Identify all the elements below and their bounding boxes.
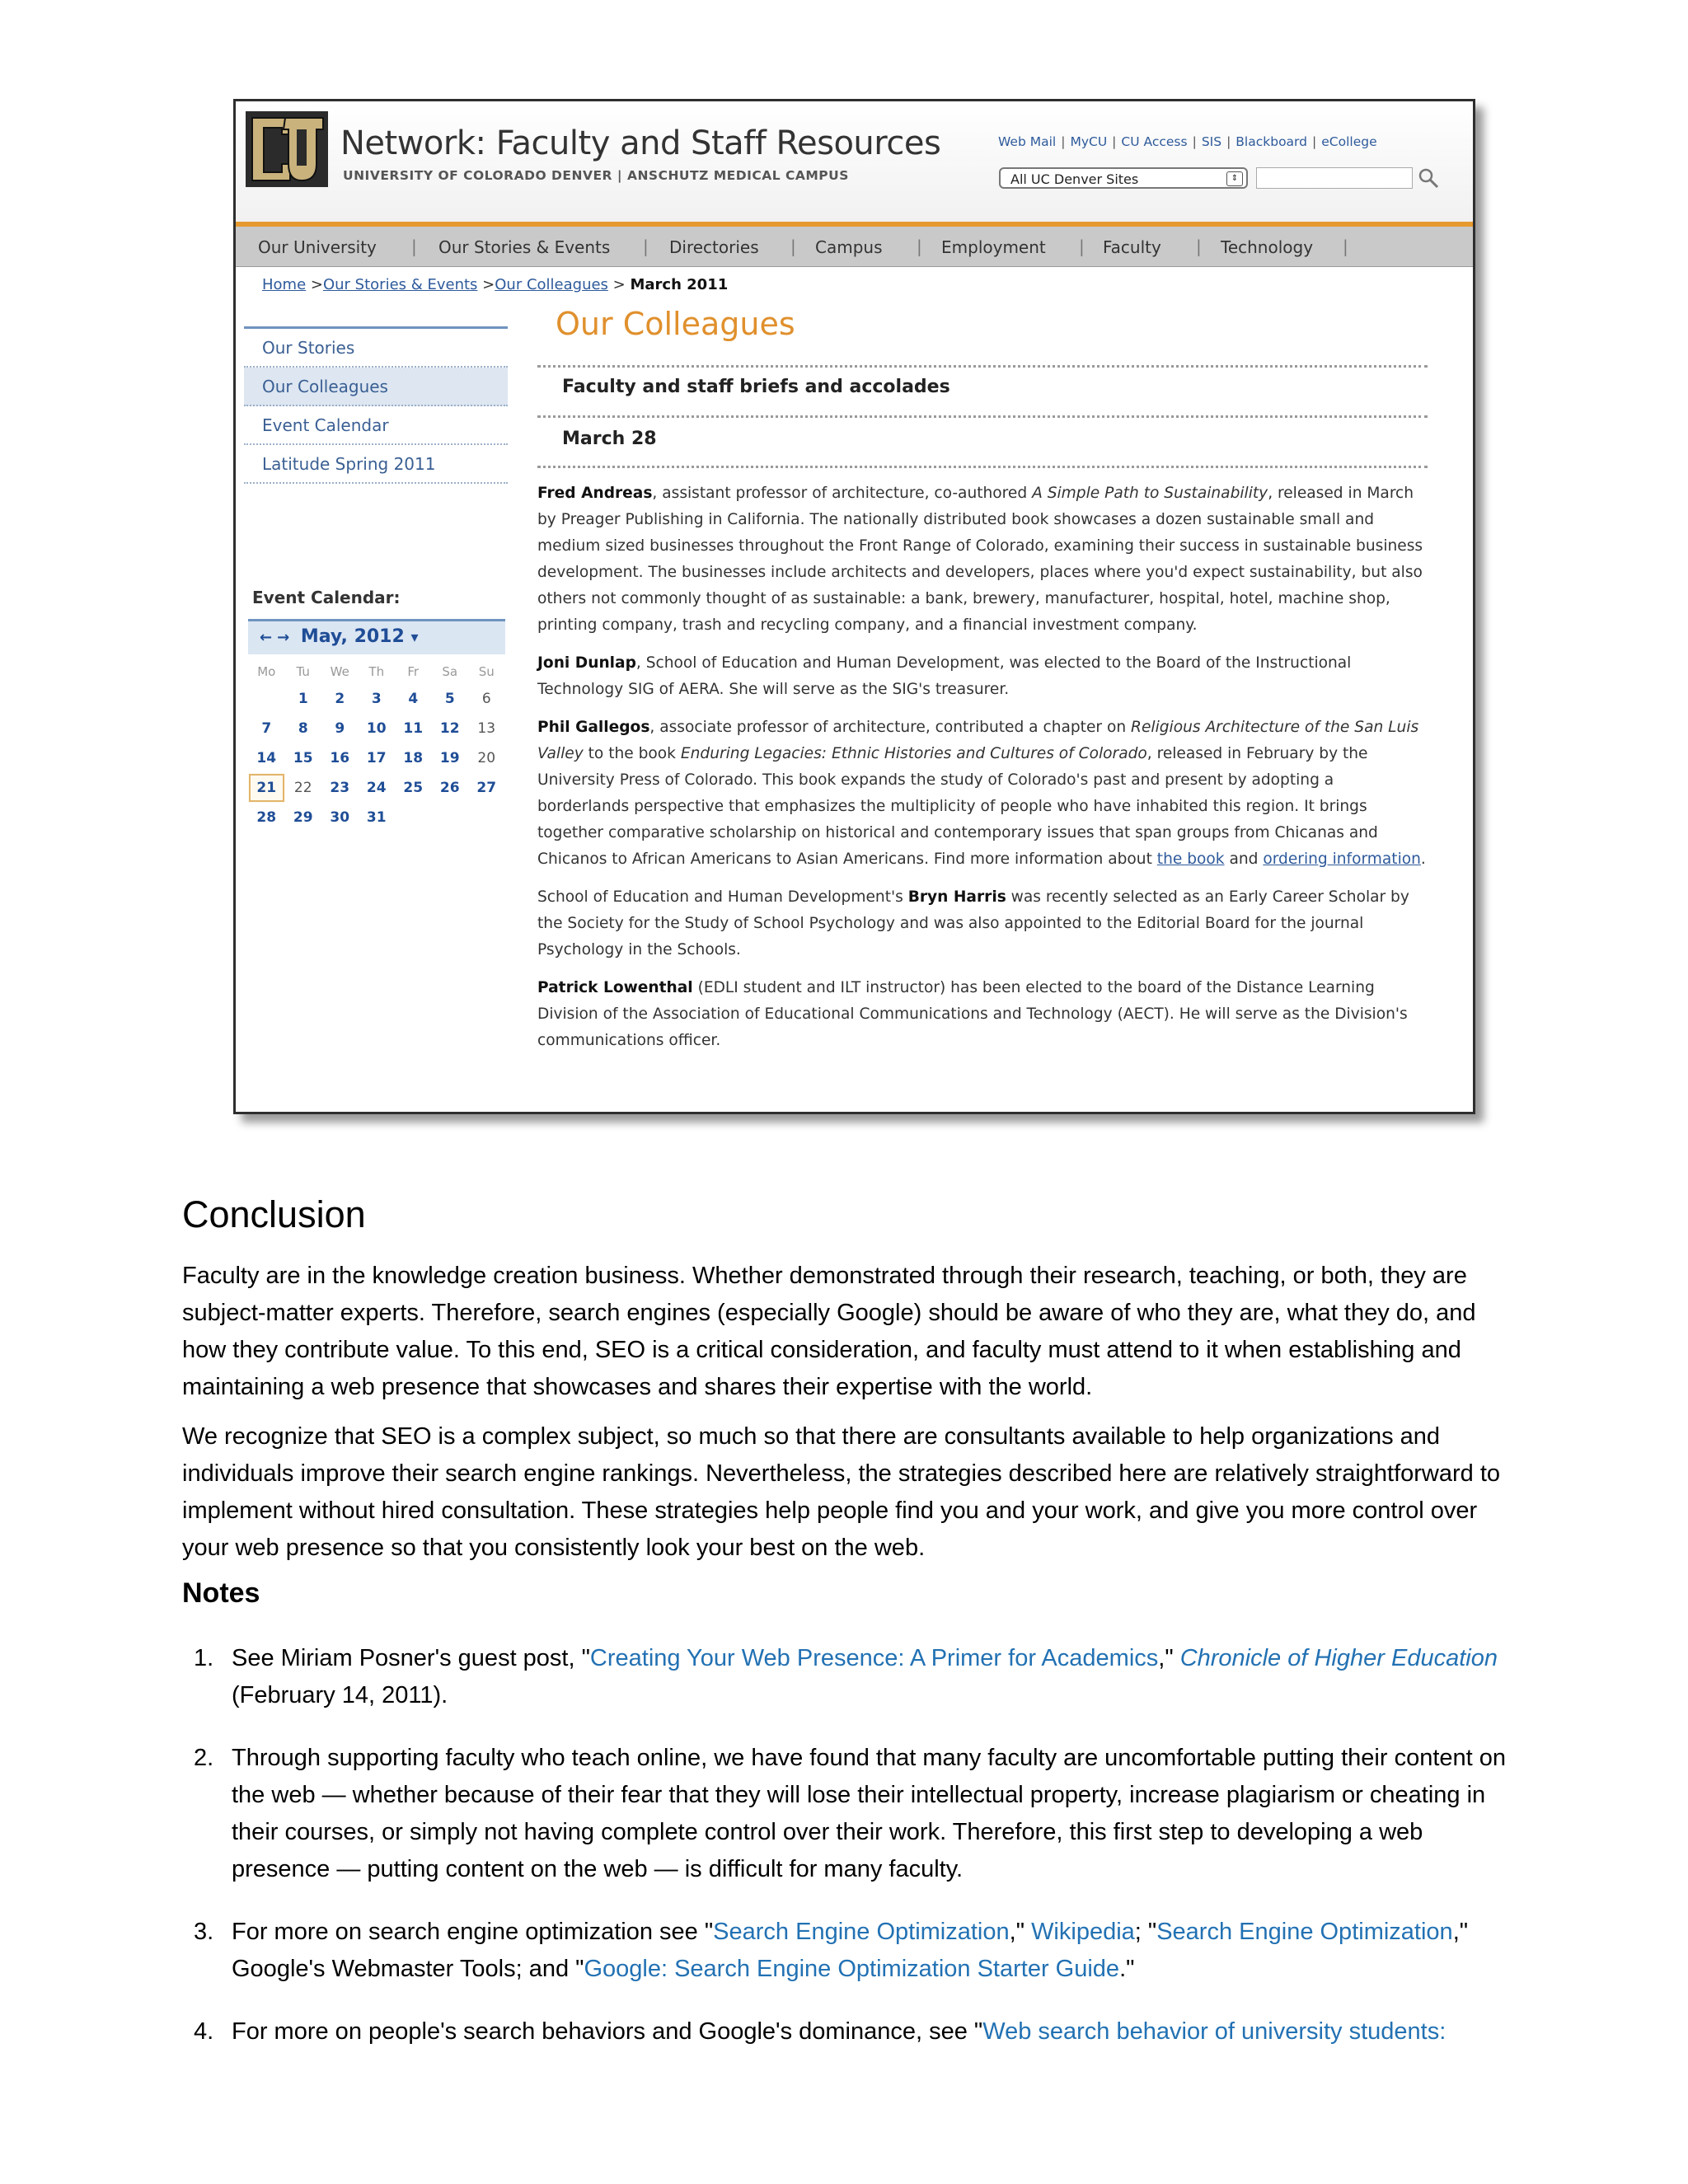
calendar-day[interactable]: 25	[403, 780, 424, 796]
conclusion-heading: Conclusion	[182, 1193, 366, 1235]
calendar-day[interactable]: 29	[293, 809, 313, 826]
seo-link-2[interactable]: Search Engine Optimization	[1156, 1919, 1453, 1945]
note-item: 1. See Miriam Posner's guest post, "Creating Your Web Presence: A Primer for Academics," Chronicle of Higher Education (February 14, 2011).	[182, 1640, 1517, 1714]
nav-divider: |	[643, 237, 649, 256]
leftnav-event-calendar[interactable]: Event Calendar	[244, 406, 508, 445]
calendar-day[interactable]: 6	[481, 691, 491, 707]
nav-employment[interactable]: Employment	[941, 237, 1046, 257]
nav-faculty[interactable]: Faculty	[1103, 237, 1161, 257]
calendar-month-label: May, 2012	[300, 626, 405, 647]
calendar-day[interactable]: 5	[444, 691, 455, 707]
quick-link-cu-access[interactable]: CU Access	[1121, 134, 1188, 149]
note-number: 2.	[194, 1745, 214, 1771]
month-menu-icon[interactable]: ▾	[410, 629, 419, 646]
nav-divider: |	[1343, 237, 1348, 256]
brief-date: March 28	[562, 429, 657, 449]
the-book-link[interactable]: the book	[1156, 851, 1225, 868]
site-scope-value: All UC Denver Sites	[1010, 171, 1139, 187]
breadcrumb-colleagues[interactable]: Our Colleagues	[495, 276, 608, 293]
quick-links: Web Mail | MyCU | CU Access | SIS | Blackboard | eCollege	[998, 134, 1377, 149]
site-subtitle: UNIVERSITY OF COLORADO DENVER | ANSCHUTZ MEDICAL CAMPUS	[343, 168, 849, 183]
seo-link-1[interactable]: Search Engine Optimization	[713, 1919, 1010, 1945]
calendar-weekday: Fr	[407, 664, 420, 679]
note-number: 4.	[194, 2018, 214, 2045]
calendar-day[interactable]: 28	[256, 809, 277, 826]
nav-divider: |	[790, 237, 796, 256]
search-icon[interactable]	[1416, 166, 1441, 190]
notes-heading: Notes	[182, 1577, 260, 1609]
brief-item: Joni Dunlap, School of Education and Human Development, was elected to the Board of the Instructional Technology SIG of AERA. She will serve as the SIG's treasurer.	[537, 654, 1352, 698]
next-month-icon[interactable]: →	[277, 629, 290, 646]
brief-item: Phil Gallegos, associate professor of architecture, contributed a chapter on Religious Architecture of the San Luis Valley to the book Enduring Legacies: Ethnic Histories and Cultures of Colorado, released in February by the University Press of Colorado. This book expands the study of Colorado's past and present by adopting a borderlands perspective that emphasizes the multiplicity of people who have inhabited this region. It brings together comparative scholarship on historical and contemporary issues that span groups from Chicanas and Chicanos to African Americans to Asian Americans. Find more information about the book and ordering information.	[537, 719, 1426, 868]
calendar-day[interactable]: 9	[335, 720, 345, 737]
brief-item: Fred Andreas, assistant professor of architecture, co-authored A Simple Path to Sustainability, released in March by Preager Publishing in California. The nationally distributed book showcases a dozen sustainable small and medium sized businesses throughout the Front Range of Colorado, examining their success in sustainable business development. The businesses include architects and developers, places where you'd expect sustainability, but also others not commonly thought of as sustainable: a bank, brewery, manufacturer, hospital, hotel, machine shop, printing company, trash and recycling company, and a financial investment company.	[537, 485, 1423, 634]
note-item: 3. For more on search engine optimization see "Search Engine Optimization," Wikipedia; "Search Engine Optimization," Google's Webmaster Tools; and "Google: Search Engine Optimization Starter Guide."	[182, 1914, 1517, 1988]
quick-link-webmail[interactable]: Web Mail	[998, 134, 1057, 149]
wikipedia-link[interactable]: Wikipedia	[1031, 1919, 1135, 1945]
calendar-weekday: Su	[478, 664, 495, 679]
chronicle-link[interactable]: Chronicle of Higher Education	[1179, 1645, 1498, 1671]
calendar-day[interactable]: 21	[248, 773, 285, 803]
breadcrumb-current: March 2011	[630, 276, 729, 293]
calendar-day[interactable]: 1	[298, 691, 308, 707]
divider	[537, 415, 1428, 418]
nav-stories-events[interactable]: Our Stories & Events	[438, 237, 611, 257]
primer-link[interactable]: Creating Your Web Presence: A Primer for Academics	[589, 1645, 1159, 1671]
calendar-weekday: Mo	[257, 664, 276, 679]
breadcrumb-home[interactable]: Home	[262, 276, 307, 293]
nav-campus[interactable]: Campus	[815, 237, 883, 257]
cu-logo-icon	[244, 110, 330, 189]
calendar-weekday: Tu	[296, 664, 310, 679]
site-scope-select[interactable]	[999, 167, 1248, 189]
calendar-day[interactable]: 19	[439, 750, 460, 766]
calendar-day[interactable]: 30	[330, 809, 350, 826]
breadcrumb-stories[interactable]: Our Stories & Events	[322, 276, 478, 293]
cu-denver-screenshot	[233, 99, 1475, 1114]
web-search-behavior-link[interactable]: Web search behavior of university students:	[982, 2018, 1447, 2045]
nav-divider: |	[1079, 237, 1085, 256]
brief-item: Patrick Lowenthal (EDLI student and ILT instructor) has been elected to the board of the Distance Learning Division of the Association of Educational Communications and Technology (AECT). He will serve as the Division's communications officer.	[537, 979, 1408, 1049]
calendar-day[interactable]: 8	[298, 720, 308, 737]
note-number: 1.	[194, 1645, 214, 1671]
calendar-day[interactable]: 31	[366, 809, 387, 826]
page-title: Our Colleagues	[556, 306, 795, 342]
ordering-info-link[interactable]: ordering information	[1263, 851, 1421, 868]
section-subtitle: Faculty and staff briefs and accolades	[562, 377, 950, 397]
briefs-list	[537, 480, 1428, 1066]
calendar-day[interactable]: 4	[408, 691, 419, 707]
divider	[537, 466, 1428, 468]
google-seo-guide-link[interactable]: Google: Search Engine Optimization Starter Guide	[584, 1956, 1120, 1982]
site-search-input[interactable]	[1256, 167, 1413, 189]
calendar-day[interactable]: 16	[330, 750, 350, 766]
calendar-day[interactable]: 11	[403, 720, 424, 737]
note-item: 2. Through supporting faculty who teach online, we have found that many faculty are uncomfortable putting their content on the web — whether because of their fear that they will lose their intellectual property, increase plagiarism or cheating in their courses, or simply not having complete control over their work. Therefore, this first step to developing a web presence — putting content on the web — is difficult for many faculty.	[182, 1740, 1517, 1888]
site-header	[236, 101, 1473, 227]
calendar-empty-cell	[248, 684, 285, 714]
calendar-day[interactable]: 26	[439, 780, 460, 796]
calendar-weekday: We	[330, 664, 349, 679]
site-title: Network: Faculty and Staff Resources	[340, 124, 941, 162]
calendar-day[interactable]: 22	[293, 780, 312, 796]
conclusion-paragraph-1: Faculty are in the knowledge creation business. Whether demonstrated through their research, teaching, or both, they are subject-matter experts. Therefore, search engines (especially Google) should be aware of who they are, what they do, and how they contribute value. To this end, SEO is a critical consideration, and faculty must attend to it when establishing and maintaining a web presence that showcases and shares their expertise with the world.	[182, 1263, 1476, 1400]
prev-month-icon[interactable]: ←	[260, 629, 273, 646]
calendar-day[interactable]: 18	[403, 750, 424, 766]
calendar-day[interactable]: 2	[335, 691, 345, 707]
leftnav-our-stories[interactable]: Our Stories	[244, 329, 508, 368]
main-nav	[236, 227, 1473, 267]
calendar-day[interactable]: 3	[371, 691, 382, 707]
calendar-day[interactable]: 10	[366, 720, 387, 737]
calendar-day[interactable]: 14	[256, 750, 277, 766]
left-nav	[244, 326, 508, 484]
calendar-day[interactable]: 13	[477, 720, 496, 737]
nav-directories[interactable]: Directories	[669, 237, 759, 257]
nav-divider: |	[411, 237, 417, 256]
calendar-grid	[248, 659, 505, 832]
nav-technology[interactable]: Technology	[1221, 237, 1314, 257]
quick-link-blackboard[interactable]: Blackboard	[1236, 134, 1307, 149]
quick-link-sis[interactable]: SIS	[1201, 134, 1222, 149]
calendar-day[interactable]: 15	[293, 750, 313, 766]
quick-link-mycu[interactable]: MyCU	[1070, 134, 1108, 149]
nav-divider: |	[1196, 237, 1202, 256]
breadcrumb: Home >Our Stories & Events >Our Colleagues > March 2011	[262, 276, 729, 293]
calendar-day[interactable]: 24	[366, 780, 387, 796]
conclusion-paragraph-2: We recognize that SEO is a complex subject, so much so that there are consultants available to help organizations and individuals improve their search engine rankings. Nevertheless, the strategies described here are relatively straightforward to implement without hired consultation. These strategies help people find you and your work, and give you more control over your web presence so that you consistently look your best on the web.	[182, 1423, 1501, 1561]
calendar-header	[248, 619, 505, 654]
calendar-day[interactable]: 27	[476, 780, 497, 796]
leftnav-latitude[interactable]: Latitude Spring 2011	[244, 445, 508, 484]
calendar-day[interactable]: 12	[439, 720, 460, 737]
calendar-day[interactable]: 7	[261, 720, 272, 737]
select-caret-icon: ⇕	[1226, 171, 1243, 186]
brief-item: School of Education and Human Development's Bryn Harris was recently selected as an Early Career Scholar by the Society for the Study of School Psychology and was also appointed to the Editorial Board for the journal Psychology in the Schools.	[537, 888, 1409, 958]
calendar-day[interactable]: 23	[330, 780, 350, 796]
divider	[537, 365, 1428, 368]
calendar-day[interactable]: 17	[366, 750, 387, 766]
nav-divider: |	[917, 237, 922, 256]
quick-link-ecollege[interactable]: eCollege	[1321, 134, 1377, 149]
calendar-weekday: Sa	[442, 664, 458, 679]
event-calendar-title: Event Calendar:	[252, 588, 401, 607]
nav-our-university[interactable]: Our University	[258, 237, 377, 257]
note-number: 3.	[194, 1919, 214, 1945]
leftnav-our-colleagues[interactable]: Our Colleagues	[244, 368, 508, 406]
note-item: 4. For more on people's search behaviors and Google's dominance, see "Web search behavior of university students:	[182, 2013, 1517, 2050]
calendar-weekday: Th	[368, 664, 385, 679]
event-calendar	[248, 619, 505, 832]
calendar-day[interactable]: 20	[477, 750, 496, 766]
notes-list	[182, 1640, 1517, 2076]
